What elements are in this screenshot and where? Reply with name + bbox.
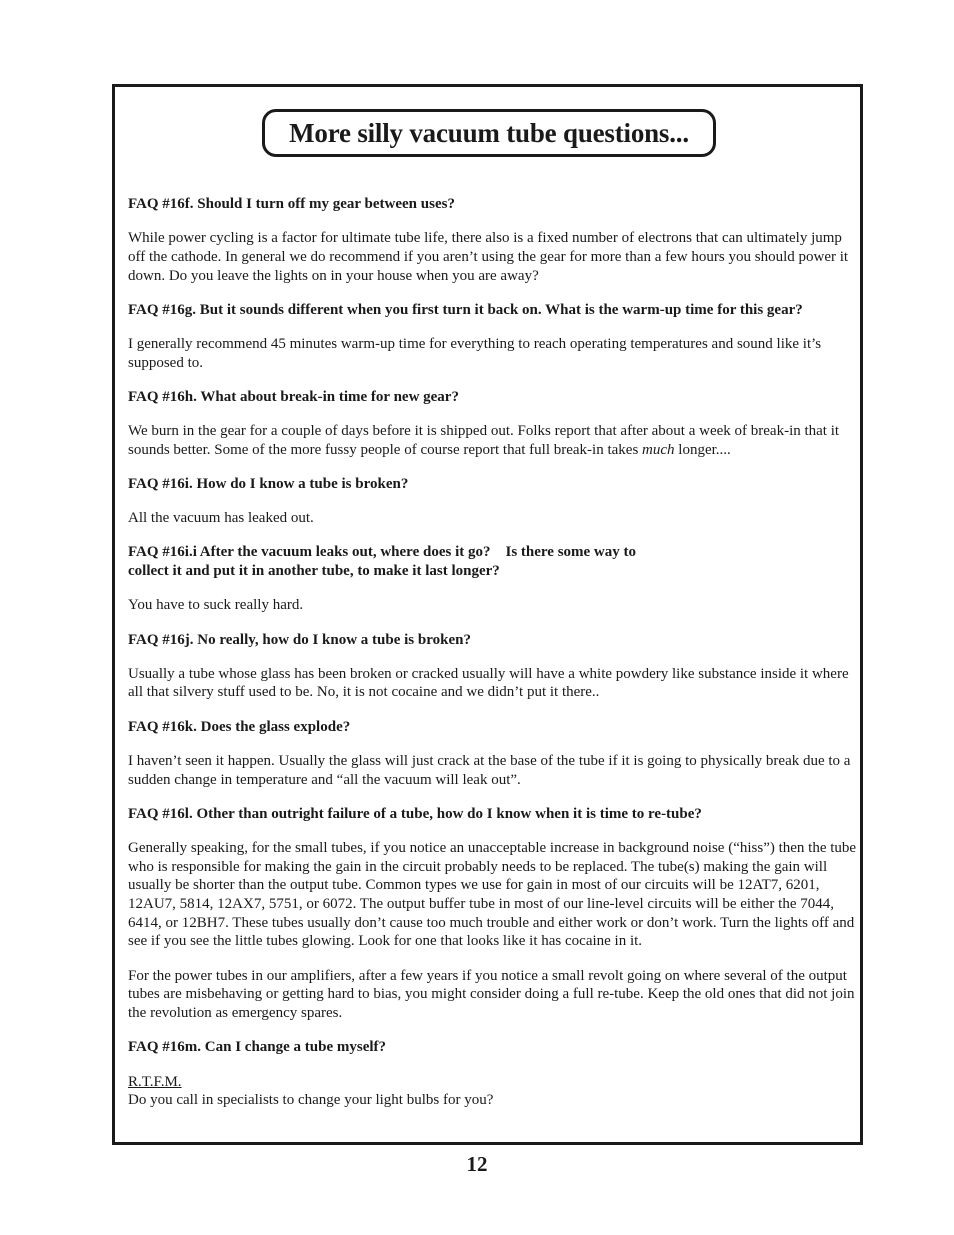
faq-16ii-answer: You have to suck really hard. bbox=[128, 597, 304, 614]
faq-16m-answer bbox=[128, 1073, 858, 1110]
faq-16j-question: FAQ #16j. No really, how do I know a tube is broken? bbox=[128, 631, 471, 648]
faq-16f-answer: While power cycling is a factor for ultimate tube life, there also is a fixed number of electrons that can ultimately jump off the cathode. In general we do recommend if you aren’t using the gear for more than a few hours you should power it down. Do you leave the lights on in your house when you are away? bbox=[128, 230, 849, 284]
faq-16j-answer: Usually a tube whose glass has been broken or cracked usually will have a white powdery like substance inside it where all that silvery stuff used to be. No, it is not cocaine and we didn’t put it there.. bbox=[128, 665, 849, 701]
faq-16l-answer-1: Generally speaking, for the small tubes, if you notice an unacceptable increase in background noise (“hiss”) then the tube who is responsible for making the gain in the circuit probably needs to be replaced. The tube(s) making the gain will usually be shorter than the output tube. Common types we use for gain in most of our circuits will be 12AT7, 6201, 12AU7, 5814, 12AX7, 5751, or 6072. The output buffer tube in most of our line-level circuits will be either the 7044, 6414, or 12BH7. These tubes usually don’t cause too much trouble and either work or don’t work. Turn the lights off and see if you see the little tubes glowing. Look for one that looks like it has cocaine in it. bbox=[128, 839, 857, 950]
faq-16g-answer: I generally recommend 45 minutes warm-up time for everything to reach operating temperatures and sound like it’s supposed to. bbox=[128, 336, 822, 371]
faq-16i-answer: All the vacuum has leaked out. bbox=[128, 510, 314, 527]
faq-16f-question: FAQ #16f. Should I turn off my gear between uses? bbox=[128, 196, 455, 212]
faq-16h-answer bbox=[128, 422, 858, 459]
faq-16m-question: FAQ #16m. Can I change a tube myself? bbox=[128, 1039, 387, 1056]
faq-16h-answer-pre: We burn in the gear for a couple of days before it is shipped out. Folks report that after about a week of break-in that it sounds better. Some of the more fussy people of course report that full break-in takes bbox=[128, 423, 840, 458]
faq-16h-answer-post: longer.... bbox=[674, 441, 731, 458]
faq-16l-answer-2: For the power tubes in our amplifiers, after a few years if you notice a small revolt going on where several of the output tubes are misbehaving or getting hard to bias, you might consider doing a full re-tube. Keep the old ones that did not join the revolution as emergency spares. bbox=[128, 967, 855, 1022]
page-title: More silly vacuum tube questions... bbox=[289, 117, 689, 148]
faq-16h-question: FAQ #16h. What about break-in time for new gear? bbox=[128, 388, 459, 405]
faq-16ii-question-line1: FAQ #16i.i After the vacuum leaks out, where does it go? Is there some way to bbox=[128, 544, 637, 561]
faq-16ii-question-line2: collect it and put it in another tube, to make it last longer? bbox=[128, 563, 500, 580]
faq-16i-question: FAQ #16i. How do I know a tube is broken? bbox=[128, 476, 409, 493]
page-number: 12 bbox=[466, 1152, 488, 1176]
faq-content bbox=[128, 195, 858, 1110]
faq-16k-answer: I haven’t seen it happen. Usually the glass will just crack at the base of the tube if it is going to physically break due to a sudden change in temperature and “all the vacuum will leak out”. bbox=[128, 752, 851, 788]
faq-16g-question: FAQ #16g. But it sounds different when you first turn it back on. What is the warm-up time for this gear? bbox=[128, 301, 803, 318]
faq-16k-question: FAQ #16k. Does the glass explode? bbox=[128, 718, 351, 735]
rtfm-text: R.T.F.M. bbox=[128, 1073, 182, 1090]
title-box bbox=[262, 109, 716, 157]
faq-16m-answer-line2: Do you call in specialists to change your light bulbs for you? bbox=[128, 1092, 494, 1109]
faq-16l-question: FAQ #16l. Other than outright failure of a tube, how do I know when it is time to re-tube? bbox=[128, 805, 702, 822]
faq-16ii-question bbox=[128, 543, 858, 580]
faq-16h-answer-emphasis: much bbox=[642, 441, 675, 458]
